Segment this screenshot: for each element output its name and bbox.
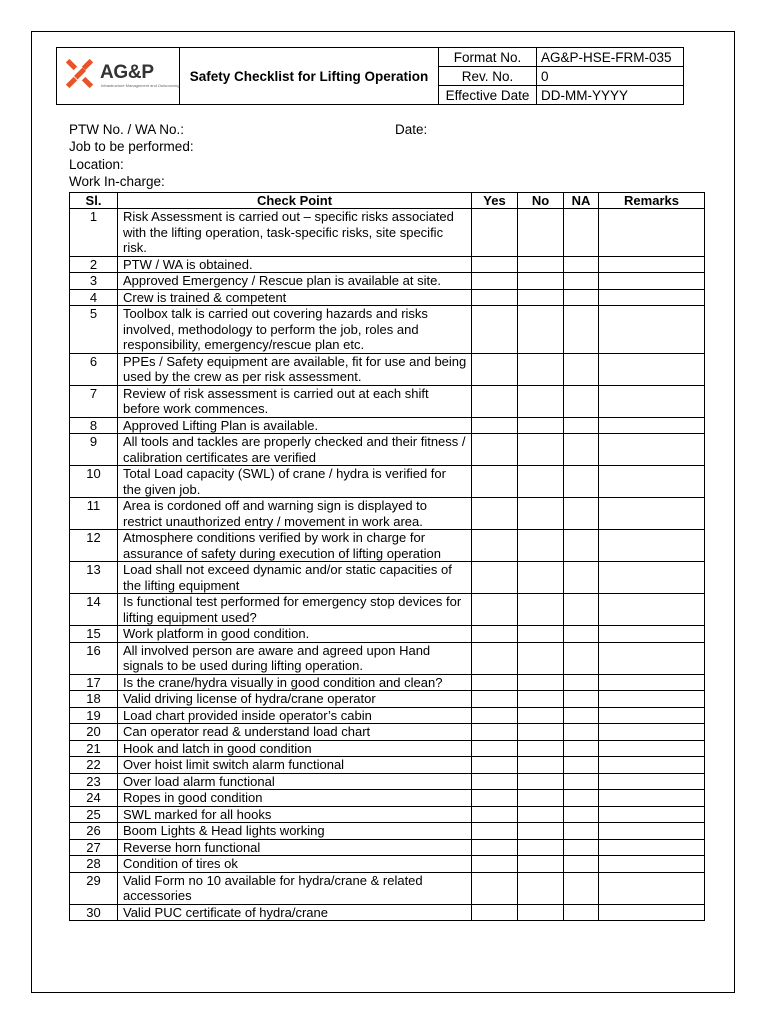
remarks-cell[interactable] <box>599 498 705 530</box>
no-cell[interactable] <box>518 773 564 790</box>
row-check-point: Review of risk assessment is carried out at each shift before work commences. <box>118 385 472 417</box>
no-cell[interactable] <box>518 724 564 741</box>
yes-cell[interactable] <box>472 498 518 530</box>
remarks-cell[interactable] <box>599 353 705 385</box>
yes-cell[interactable] <box>472 724 518 741</box>
remarks-cell[interactable] <box>599 626 705 643</box>
row-check-point: Toolbox talk is carried out covering hazards and risks involved, methodology to perform the job, roles and responsibility, emergency/rescue plan etc. <box>118 306 472 354</box>
table-row <box>70 757 705 774</box>
remarks-cell[interactable] <box>599 691 705 708</box>
company-logo <box>57 48 179 104</box>
na-cell[interactable] <box>564 273 599 290</box>
yes-cell[interactable] <box>472 790 518 807</box>
no-cell[interactable] <box>518 707 564 724</box>
row-check-point: Load shall not exceed dynamic and/or static capacities of the lifting equipment <box>118 562 472 594</box>
table-row <box>70 806 705 823</box>
no-cell[interactable] <box>518 306 564 354</box>
na-cell[interactable] <box>564 530 599 562</box>
yes-cell[interactable] <box>472 466 518 498</box>
remarks-cell[interactable] <box>599 273 705 290</box>
table-row <box>70 289 705 306</box>
remarks-cell[interactable] <box>599 856 705 873</box>
rev-no-value: 0 <box>537 67 684 86</box>
yes-cell[interactable] <box>472 757 518 774</box>
row-check-point: Is the crane/hydra visually in good condition and clean? <box>118 674 472 691</box>
na-cell[interactable] <box>564 773 599 790</box>
remarks-cell[interactable] <box>599 434 705 466</box>
remarks-cell[interactable] <box>599 724 705 741</box>
no-cell[interactable] <box>518 256 564 273</box>
na-cell[interactable] <box>564 306 599 354</box>
document-title: Safety Checklist for Lifting Operation <box>180 48 439 105</box>
na-cell[interactable] <box>564 642 599 674</box>
yes-cell[interactable] <box>472 674 518 691</box>
na-cell[interactable] <box>564 790 599 807</box>
no-cell[interactable] <box>518 904 564 921</box>
row-sl-number: 26 <box>70 823 118 840</box>
remarks-cell[interactable] <box>599 256 705 273</box>
table-row <box>70 740 705 757</box>
table-row <box>70 273 705 290</box>
na-cell[interactable] <box>564 562 599 594</box>
yes-cell[interactable] <box>472 740 518 757</box>
table-row <box>70 626 705 643</box>
yes-cell[interactable] <box>472 773 518 790</box>
na-cell[interactable] <box>564 256 599 273</box>
table-row <box>70 417 705 434</box>
table-row <box>70 674 705 691</box>
no-cell[interactable] <box>518 790 564 807</box>
logo-mark-icon <box>64 58 96 92</box>
checklist-header-row <box>70 193 705 209</box>
logo-brand-text: AG&P <box>100 62 154 83</box>
no-cell[interactable] <box>518 562 564 594</box>
col-header-yes: Yes <box>472 193 518 209</box>
na-cell[interactable] <box>564 872 599 904</box>
table-row <box>70 642 705 674</box>
row-check-point: All involved person are aware and agreed upon Hand signals to be used during lifting operation. <box>118 642 472 674</box>
yes-cell[interactable] <box>472 353 518 385</box>
yes-cell[interactable] <box>472 707 518 724</box>
remarks-cell[interactable] <box>599 707 705 724</box>
logo-cell <box>57 48 180 105</box>
na-cell[interactable] <box>564 806 599 823</box>
row-check-point: PTW / WA is obtained. <box>118 256 472 273</box>
table-row <box>70 823 705 840</box>
no-cell[interactable] <box>518 434 564 466</box>
table-row <box>70 434 705 466</box>
yes-cell[interactable] <box>472 823 518 840</box>
table-row <box>70 724 705 741</box>
row-sl-number: 15 <box>70 626 118 643</box>
remarks-cell[interactable] <box>599 562 705 594</box>
checklist-body <box>70 209 705 921</box>
remarks-cell[interactable] <box>599 740 705 757</box>
row-check-point: Risk Assessment is carried out – specific risks associated with the lifting operation, task-specific risks, site specific risk. <box>118 209 472 257</box>
yes-cell[interactable] <box>472 434 518 466</box>
table-row <box>70 707 705 724</box>
na-cell[interactable] <box>564 904 599 921</box>
na-cell[interactable] <box>564 674 599 691</box>
table-row <box>70 562 705 594</box>
yes-cell[interactable] <box>472 289 518 306</box>
table-row <box>70 498 705 530</box>
row-sl-number: 27 <box>70 839 118 856</box>
yes-cell[interactable] <box>472 856 518 873</box>
row-sl-number: 9 <box>70 434 118 466</box>
na-cell[interactable] <box>564 434 599 466</box>
no-cell[interactable] <box>518 691 564 708</box>
remarks-cell[interactable] <box>599 757 705 774</box>
no-cell[interactable] <box>518 642 564 674</box>
na-cell[interactable] <box>564 724 599 741</box>
remarks-cell[interactable] <box>599 306 705 354</box>
table-row <box>70 256 705 273</box>
yes-cell[interactable] <box>472 594 518 626</box>
row-sl-number: 29 <box>70 872 118 904</box>
row-check-point: SWL marked for all hooks <box>118 806 472 823</box>
table-row <box>70 385 705 417</box>
yes-cell[interactable] <box>472 530 518 562</box>
na-cell[interactable] <box>564 691 599 708</box>
format-no-label: Format No. <box>439 48 537 67</box>
na-cell[interactable] <box>564 839 599 856</box>
row-sl-number: 1 <box>70 209 118 257</box>
remarks-cell[interactable] <box>599 289 705 306</box>
remarks-cell[interactable] <box>599 872 705 904</box>
yes-cell[interactable] <box>472 209 518 257</box>
no-cell[interactable] <box>518 273 564 290</box>
remarks-cell[interactable] <box>599 466 705 498</box>
table-row <box>70 856 705 873</box>
remarks-cell[interactable] <box>599 839 705 856</box>
table-row <box>70 353 705 385</box>
na-cell[interactable] <box>564 466 599 498</box>
row-sl-number: 13 <box>70 562 118 594</box>
remarks-cell[interactable] <box>599 385 705 417</box>
row-sl-number: 25 <box>70 806 118 823</box>
remarks-cell[interactable] <box>599 417 705 434</box>
document-header <box>56 47 684 105</box>
row-check-point: Area is cordoned off and warning sign is displayed to restrict unauthorized entry / movement in work area. <box>118 498 472 530</box>
no-cell[interactable] <box>518 823 564 840</box>
col-header-na: NA <box>564 193 599 209</box>
row-check-point: PPEs / Safety equipment are available, fit for use and being used by the crew as per risk assessment. <box>118 353 472 385</box>
no-cell[interactable] <box>518 385 564 417</box>
row-sl-number: 11 <box>70 498 118 530</box>
job-label: Job to be performed: <box>69 139 194 154</box>
row-check-point: Work platform in good condition. <box>118 626 472 643</box>
yes-cell[interactable] <box>472 562 518 594</box>
remarks-cell[interactable] <box>599 209 705 257</box>
remarks-cell[interactable] <box>599 823 705 840</box>
col-header-check-point: Check Point <box>118 193 472 209</box>
row-sl-number: 30 <box>70 904 118 921</box>
no-cell[interactable] <box>518 806 564 823</box>
row-check-point: Valid Form no 10 available for hydra/crane & related accessories <box>118 872 472 904</box>
row-sl-number: 14 <box>70 594 118 626</box>
yes-cell[interactable] <box>472 626 518 643</box>
ptw-label: PTW No. / WA No.: <box>69 122 185 137</box>
row-check-point: Ropes in good condition <box>118 790 472 807</box>
yes-cell[interactable] <box>472 642 518 674</box>
remarks-cell[interactable] <box>599 530 705 562</box>
table-row <box>70 530 705 562</box>
date-label: Date: <box>395 122 428 137</box>
yes-cell[interactable] <box>472 806 518 823</box>
logo-tagline: Infrastructure Management and Outsourcing <box>101 83 180 88</box>
na-cell[interactable] <box>564 856 599 873</box>
yes-cell[interactable] <box>472 872 518 904</box>
remarks-cell[interactable] <box>599 674 705 691</box>
remarks-cell[interactable] <box>599 594 705 626</box>
no-cell[interactable] <box>518 417 564 434</box>
no-cell[interactable] <box>518 674 564 691</box>
remarks-cell[interactable] <box>599 806 705 823</box>
row-sl-number: 6 <box>70 353 118 385</box>
no-cell[interactable] <box>518 353 564 385</box>
yes-cell[interactable] <box>472 904 518 921</box>
remarks-cell[interactable] <box>599 904 705 921</box>
no-cell[interactable] <box>518 856 564 873</box>
no-cell[interactable] <box>518 872 564 904</box>
no-cell[interactable] <box>518 757 564 774</box>
yes-cell[interactable] <box>472 839 518 856</box>
table-row <box>70 904 705 921</box>
row-check-point: Hook and latch in good condition <box>118 740 472 757</box>
row-check-point: Is functional test performed for emergency stop devices for lifting equipment used? <box>118 594 472 626</box>
row-sl-number: 4 <box>70 289 118 306</box>
na-cell[interactable] <box>564 498 599 530</box>
no-cell[interactable] <box>518 839 564 856</box>
no-cell[interactable] <box>518 530 564 562</box>
col-header-no: No <box>518 193 564 209</box>
row-sl-number: 23 <box>70 773 118 790</box>
no-cell[interactable] <box>518 626 564 643</box>
row-check-point: Atmosphere conditions verified by work in charge for assurance of safety during execution of lifting operation <box>118 530 472 562</box>
no-cell[interactable] <box>518 740 564 757</box>
row-check-point: Over hoist limit switch alarm functional <box>118 757 472 774</box>
yes-cell[interactable] <box>472 691 518 708</box>
row-check-point: Total Load capacity (SWL) of crane / hydra is verified for the given job. <box>118 466 472 498</box>
row-check-point: Condition of tires ok <box>118 856 472 873</box>
row-sl-number: 28 <box>70 856 118 873</box>
remarks-cell[interactable] <box>599 790 705 807</box>
row-sl-number: 20 <box>70 724 118 741</box>
row-check-point: Over load alarm functional <box>118 773 472 790</box>
effective-date-value: DD-MM-YYYY <box>537 86 684 105</box>
table-row <box>70 306 705 354</box>
col-header-remarks: Remarks <box>599 193 705 209</box>
na-cell[interactable] <box>564 385 599 417</box>
remarks-cell[interactable] <box>599 773 705 790</box>
no-cell[interactable] <box>518 466 564 498</box>
remarks-cell[interactable] <box>599 642 705 674</box>
table-row <box>70 691 705 708</box>
na-cell[interactable] <box>564 757 599 774</box>
na-cell[interactable] <box>564 289 599 306</box>
format-no-value: AG&P-HSE-FRM-035 <box>537 48 684 67</box>
table-row <box>70 209 705 257</box>
na-cell[interactable] <box>564 353 599 385</box>
yes-cell[interactable] <box>472 306 518 354</box>
table-row <box>70 839 705 856</box>
no-cell[interactable] <box>518 209 564 257</box>
no-cell[interactable] <box>518 289 564 306</box>
row-sl-number: 18 <box>70 691 118 708</box>
checklist-table <box>69 192 705 921</box>
rev-no-label: Rev. No. <box>439 67 537 86</box>
no-cell[interactable] <box>518 498 564 530</box>
row-check-point: Approved Lifting Plan is available. <box>118 417 472 434</box>
na-cell[interactable] <box>564 626 599 643</box>
na-cell[interactable] <box>564 740 599 757</box>
table-row <box>70 466 705 498</box>
na-cell[interactable] <box>564 707 599 724</box>
row-check-point: Approved Emergency / Rescue plan is available at site. <box>118 273 472 290</box>
row-sl-number: 19 <box>70 707 118 724</box>
row-sl-number: 10 <box>70 466 118 498</box>
row-sl-number: 16 <box>70 642 118 674</box>
row-check-point: Valid PUC certificate of hydra/crane <box>118 904 472 921</box>
na-cell[interactable] <box>564 417 599 434</box>
row-check-point: Crew is trained & competent <box>118 289 472 306</box>
row-check-point: Load chart provided inside operator’s cabin <box>118 707 472 724</box>
row-sl-number: 17 <box>70 674 118 691</box>
col-header-sl: Sl. <box>70 193 118 209</box>
yes-cell[interactable] <box>472 273 518 290</box>
row-check-point: Valid driving license of hydra/crane operator <box>118 691 472 708</box>
yes-cell[interactable] <box>472 417 518 434</box>
table-row <box>70 773 705 790</box>
row-check-point: Can operator read & understand load chart <box>118 724 472 741</box>
row-sl-number: 21 <box>70 740 118 757</box>
na-cell[interactable] <box>564 594 599 626</box>
row-check-point: Reverse horn functional <box>118 839 472 856</box>
table-row <box>70 790 705 807</box>
work-incharge-label: Work In-charge: <box>69 174 165 189</box>
row-sl-number: 2 <box>70 256 118 273</box>
row-sl-number: 24 <box>70 790 118 807</box>
na-cell[interactable] <box>564 823 599 840</box>
yes-cell[interactable] <box>472 256 518 273</box>
row-sl-number: 22 <box>70 757 118 774</box>
row-check-point: Boom Lights & Head lights working <box>118 823 472 840</box>
yes-cell[interactable] <box>472 385 518 417</box>
row-sl-number: 5 <box>70 306 118 354</box>
row-check-point: All tools and tackles are properly checked and their fitness / calibration certificates are verified <box>118 434 472 466</box>
row-sl-number: 7 <box>70 385 118 417</box>
no-cell[interactable] <box>518 594 564 626</box>
table-row <box>70 594 705 626</box>
effective-date-label: Effective Date <box>439 86 537 105</box>
row-sl-number: 3 <box>70 273 118 290</box>
table-row <box>70 872 705 904</box>
row-sl-number: 12 <box>70 530 118 562</box>
location-label: Location: <box>69 157 124 172</box>
row-sl-number: 8 <box>70 417 118 434</box>
na-cell[interactable] <box>564 209 599 257</box>
